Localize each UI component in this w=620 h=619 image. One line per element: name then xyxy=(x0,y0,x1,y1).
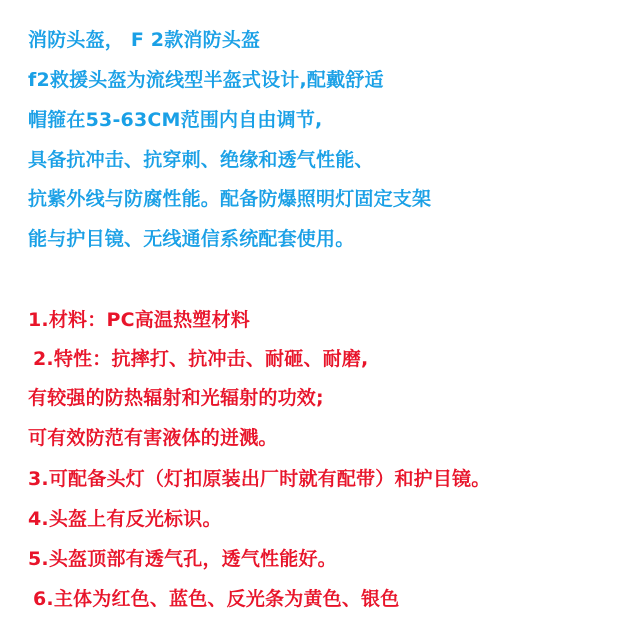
spec-headlamp: 3.可配备头灯（灯扣原装出厂时就有配带）和护目镜。 xyxy=(28,468,491,490)
spec-colors: 6.主体为红色、蓝色、反光条为黄色、银色 xyxy=(33,588,400,610)
spec-features: 2.特性：抗摔打、抗冲击、耐砸、耐磨, xyxy=(33,348,369,370)
intro-line-title: 消防头盔， F 2款消防头盔 xyxy=(28,29,261,51)
spec-ventilation: 5.头盔顶部有透气孔，透气性能好。 xyxy=(28,548,337,570)
spec-features-liquid: 可有效防范有害液体的迸溅。 xyxy=(28,427,278,449)
spec-material: 1.材料：PC高温热塑材料 xyxy=(28,309,250,331)
spec-reflective: 4.头盔上有反光标识。 xyxy=(28,508,222,530)
intro-line-protection: 具备抗冲击、抗穿刺、绝缘和透气性能、 xyxy=(28,149,374,171)
intro-line-accessories: 能与护目镜、无线通信系统配套使用。 xyxy=(28,228,355,250)
intro-line-size: 帽箍在53-63CM范围内自由调节, xyxy=(28,109,323,131)
spec-features-radiation: 有较强的防热辐射和光辐射的功效; xyxy=(28,387,324,409)
intro-line-design: f2救援头盔为流线型半盔式设计,配戴舒适 xyxy=(28,69,384,91)
intro-line-uv: 抗紫外线与防腐性能。配备防爆照明灯固定支架 xyxy=(28,188,432,210)
